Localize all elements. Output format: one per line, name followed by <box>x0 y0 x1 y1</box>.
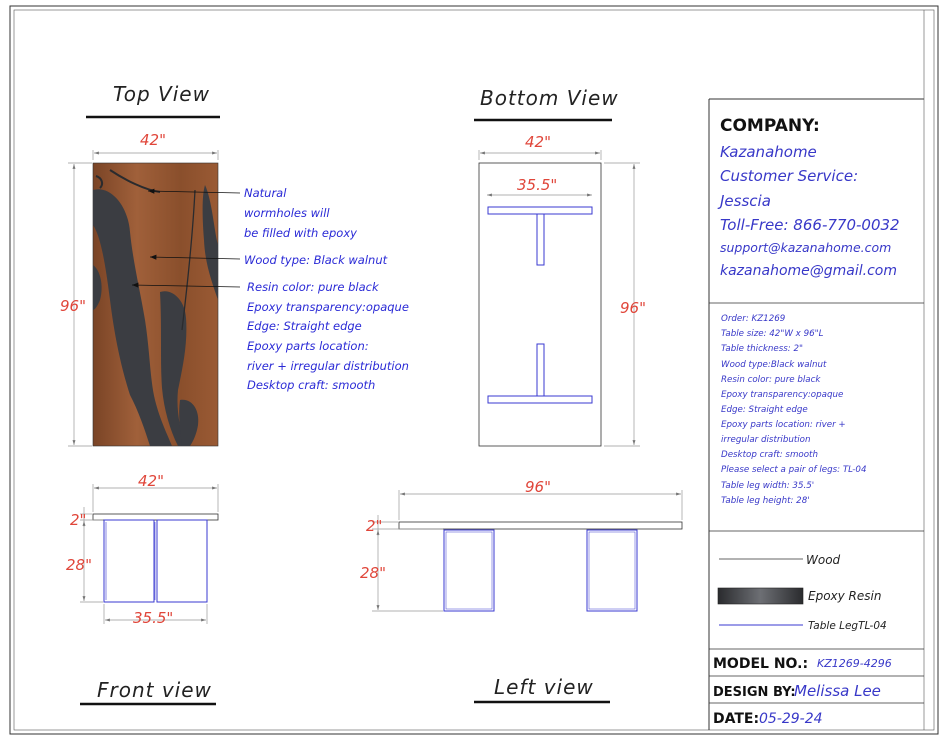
spec-line: Epoxy parts location: river + <box>721 420 846 430</box>
front-leg-width-dim: 35.5" <box>133 609 174 627</box>
spec-line: Please select a pair of legs: TL-04 <box>721 465 867 475</box>
spec-line: Table leg width: 35.5' <box>721 481 815 491</box>
model-label: MODEL NO.: <box>713 656 809 672</box>
front-thickness-dim: 2" <box>70 511 87 529</box>
note-wormholes-1: Natural <box>244 186 287 200</box>
front-view <box>66 472 218 704</box>
spec-line: Epoxy transparency:opaque <box>721 390 844 400</box>
model-value: KZ1269-4296 <box>817 657 892 670</box>
left-view <box>360 478 682 702</box>
note-wormholes-3: be filled with epoxy <box>244 226 357 240</box>
note-resin-3: Edge: Straight edge <box>247 319 362 333</box>
customer-service-label: Customer Service: <box>720 167 859 185</box>
front-view-title: Front view <box>97 678 212 702</box>
front-tabletop <box>93 514 218 520</box>
spec-line: Order: KZ1269 <box>721 314 786 324</box>
left-thickness-dim: 2" <box>366 517 383 535</box>
date-value: 05-29-24 <box>759 711 823 727</box>
title-block <box>709 10 924 730</box>
contact-name: Jesscia <box>720 192 771 210</box>
front-leg-height-dim: 28" <box>66 556 92 574</box>
left-view-title: Left view <box>494 675 594 699</box>
spec-line: Resin color: pure black <box>721 375 821 385</box>
legend-epoxy-label: Epoxy Resin <box>808 589 882 603</box>
design-value: Melissa Lee <box>794 682 881 700</box>
company-heading: COMPANY: <box>720 116 820 136</box>
legend-leg-label: Table LegTL-04 <box>808 620 887 632</box>
date-label: DATE: <box>713 711 760 727</box>
bottom-height-dim: 96" <box>620 299 646 317</box>
toll-free-phone: Toll-Free: 866-770-0032 <box>720 216 900 234</box>
design-label: DESIGN BY: <box>713 685 796 700</box>
left-leg-right <box>587 530 637 611</box>
gmail-email: kazanahome@gmail.com <box>720 263 897 279</box>
front-width-dim: 42" <box>138 472 164 490</box>
spec-line: Table size: 42"W x 96"L <box>721 329 824 339</box>
spec-line: Wood type:Black walnut <box>721 360 827 370</box>
top-view <box>60 82 409 446</box>
left-length-dim: 96" <box>525 478 551 496</box>
top-width-dim: 42" <box>140 131 166 149</box>
spec-line: Desktop craft: smooth <box>721 450 818 460</box>
left-tabletop <box>399 522 682 529</box>
note-resin-5: river + irregular distribution <box>247 359 409 373</box>
bottom-tabletop <box>479 163 601 446</box>
note-resin-2: Epoxy transparency:opaque <box>247 300 409 314</box>
legend-wood-label: Wood <box>806 553 841 567</box>
spec-line: irregular distribution <box>721 435 811 445</box>
support-email: support@kazanahome.com <box>720 240 892 255</box>
bottom-view <box>474 86 646 446</box>
company-name: Kazanahome <box>720 143 817 161</box>
front-leg-left <box>104 520 154 602</box>
bottom-leg-dim: 35.5" <box>517 176 558 194</box>
spec-line: Table leg height: 28' <box>721 496 810 506</box>
top-height-dim: 96" <box>60 297 86 315</box>
top-view-title: Top View <box>113 82 210 106</box>
left-leg-height-dim: 28" <box>360 564 386 582</box>
spec-line: Table thickness: 2" <box>721 344 803 354</box>
bottom-view-title: Bottom View <box>480 86 619 110</box>
note-resin-4: Epoxy parts location: <box>247 339 369 353</box>
legend-epoxy-swatch <box>718 588 803 604</box>
note-resin-6: Desktop craft: smooth <box>247 378 376 392</box>
note-wood: Wood type: Black walnut <box>244 253 388 267</box>
bottom-width-dim: 42" <box>525 133 551 151</box>
spec-line: Edge: Straight edge <box>721 405 808 415</box>
front-leg-right <box>157 520 207 602</box>
spec-list <box>721 314 866 506</box>
note-resin-1: Resin color: pure black <box>247 280 379 294</box>
note-wormholes-2: wormholes will <box>244 206 330 220</box>
left-leg-left <box>444 530 494 611</box>
